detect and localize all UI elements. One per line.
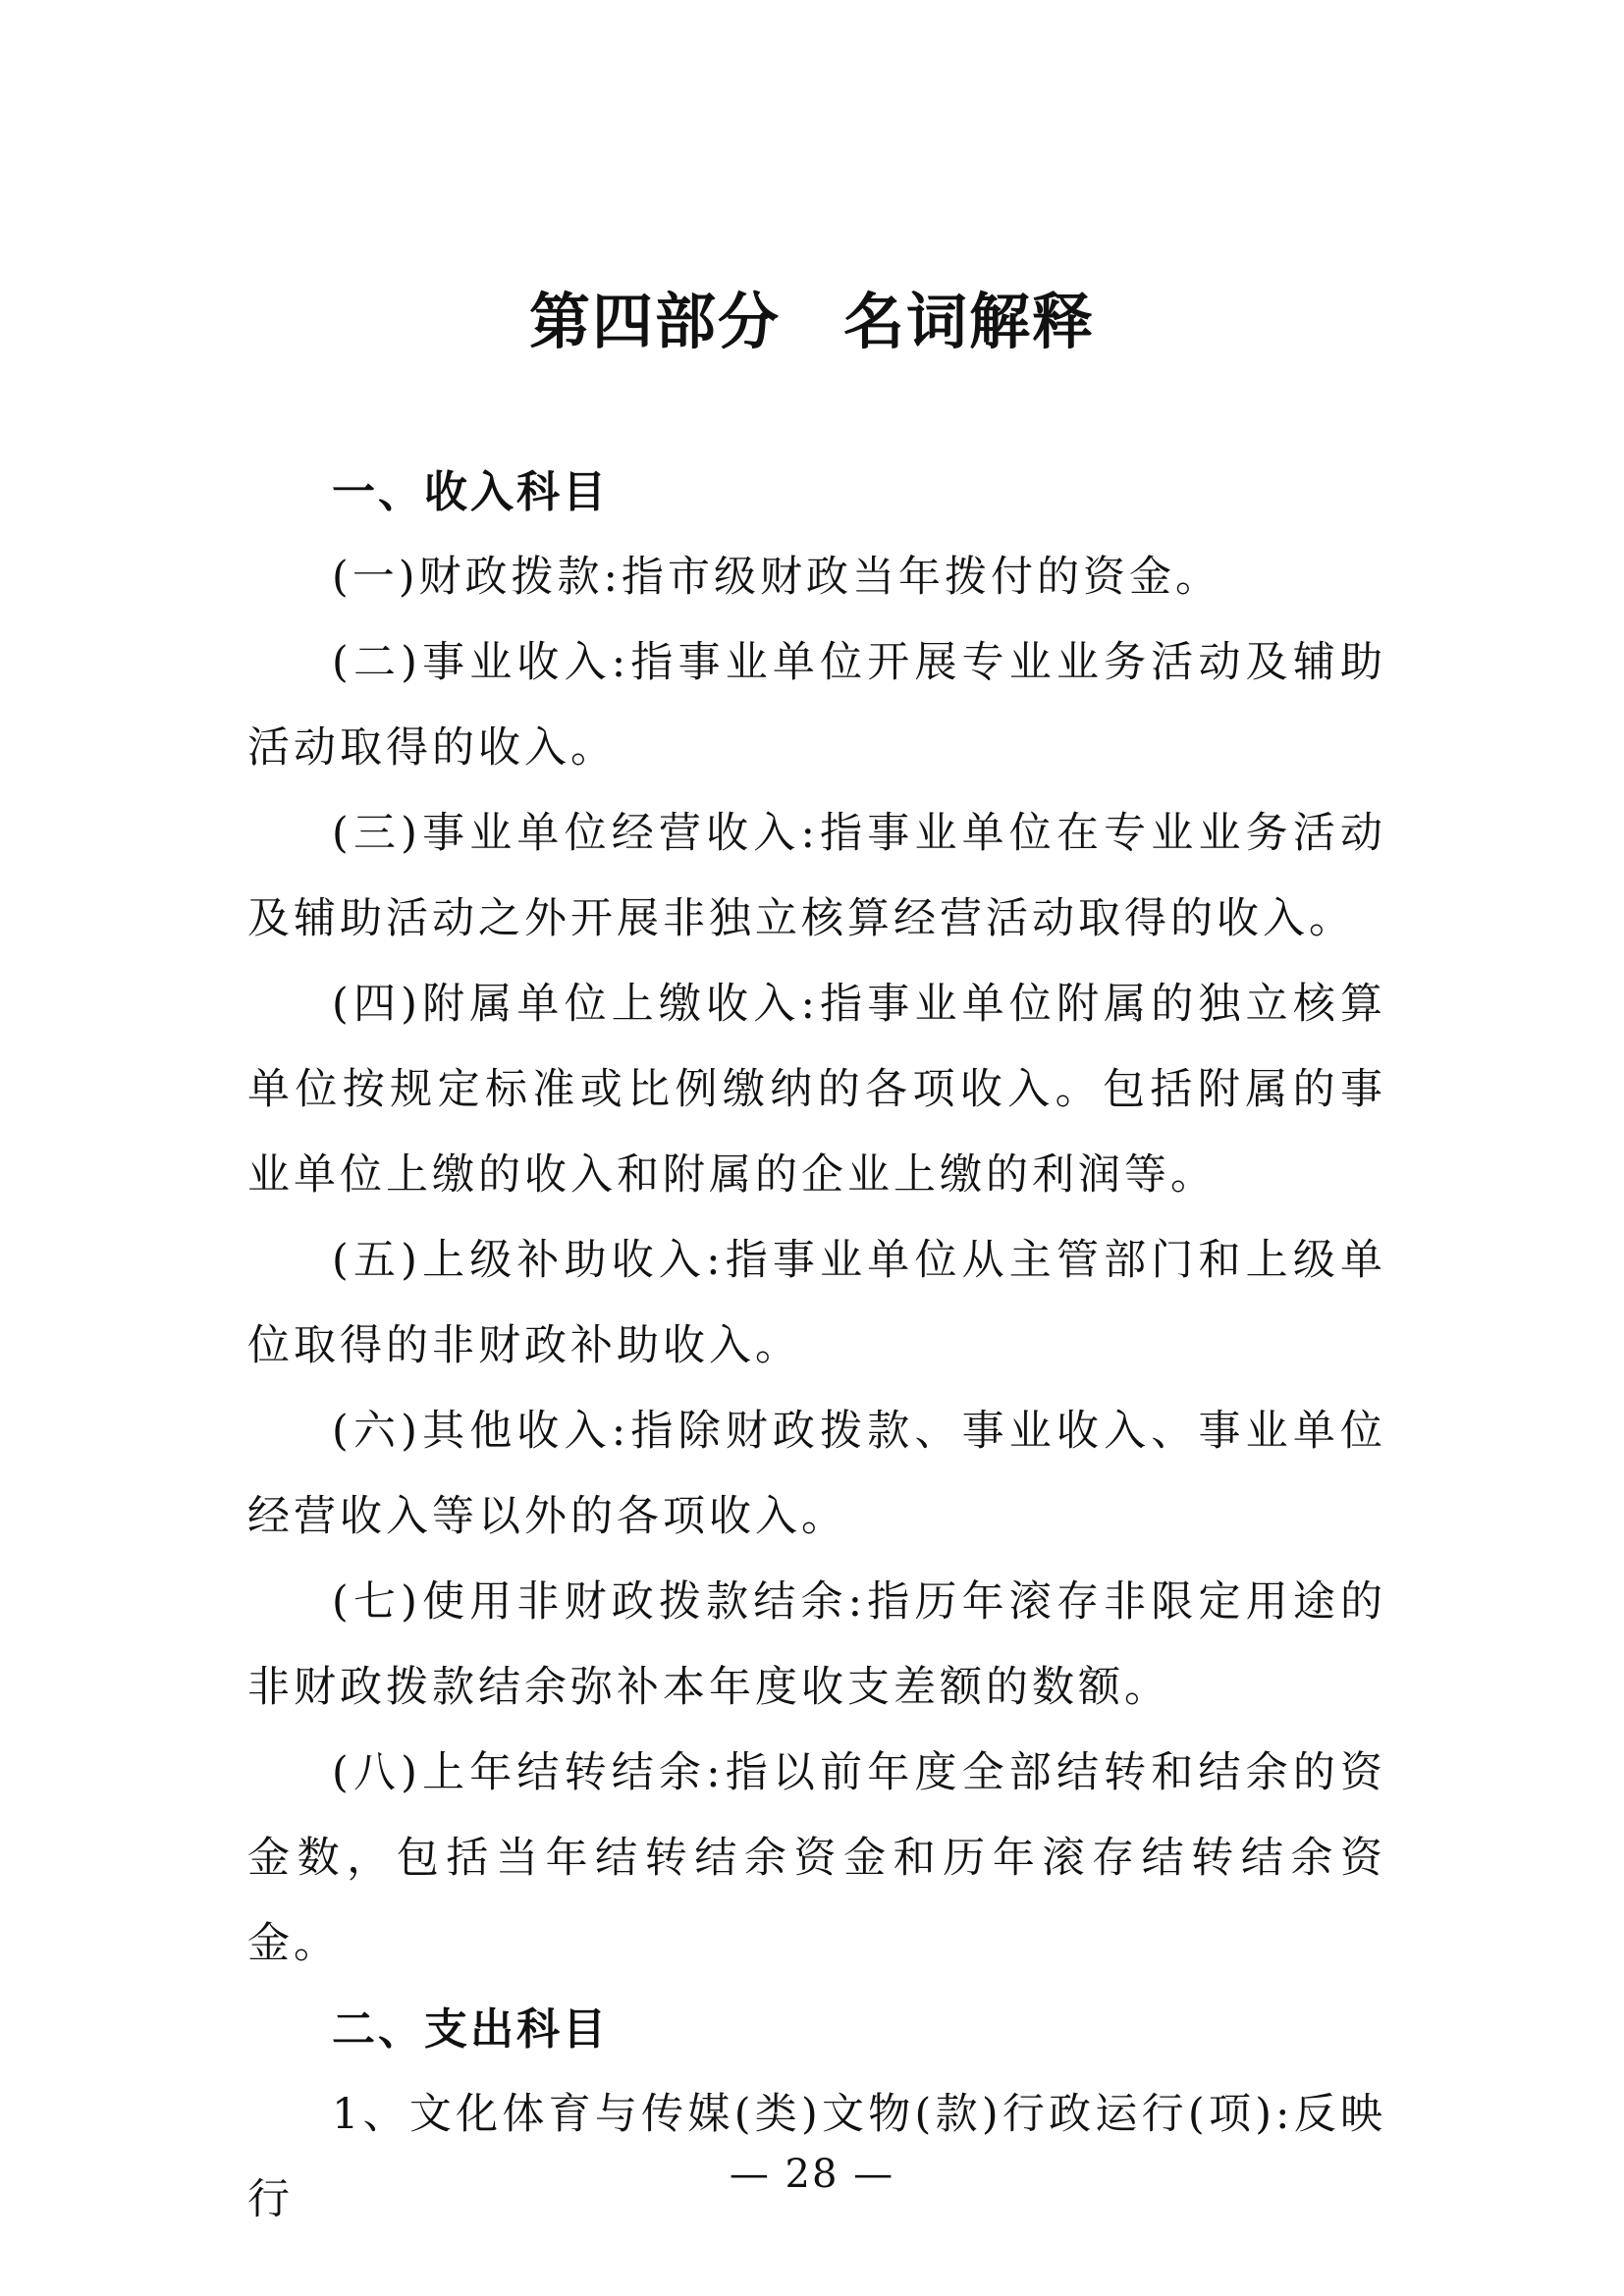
paragraph-income-8: (八)上年结转结余:指以前年度全部结转和结余的资金数，包括当年结转结余资金和历年滚存结转结余资金。 [247, 1748, 1386, 1968]
paragraph-income-5: (五)上级补助收入:指事业单位从主管部门和上级单位取得的非财政补助收入。 [247, 1236, 1386, 1370]
paragraph-expenditure-1: 1、文化体育与传媒(类)文物(款)行政运行(项):反映行 [247, 2090, 1386, 2224]
paragraph-income-1: (一)财政拨款:指市级财政当年拨付的资金。 [332, 553, 1222, 602]
paragraph-income-6: (六)其他收入:指除财政拨款、事业收入、事业单位经营收入等以外的各项收入。 [247, 1407, 1386, 1541]
paragraph-income-7: (七)使用非财政拨款结余:指历年滚存非限定用途的非财政拨款结余弥补本年度收支差额的数额。 [247, 1577, 1386, 1712]
paragraph-income-2: (二)事业收入:指事业单位开展专业业务活动及辅助活动取得的收入。 [247, 638, 1386, 773]
document-body [247, 450, 1386, 2243]
page-number: — 28 — [729, 2152, 895, 2197]
paragraph-income-3: (三)事业单位经营收入:指事业单位在专业业务活动及辅助活动之外开展非独立核算经营活动取得的收入。 [247, 809, 1386, 943]
section-heading-expenditure: 二、支出科目 [332, 2004, 609, 2055]
paragraph-income-4: (四)附属单位上缴收入:指事业单位附属的独立核算单位按规定标准或比例缴纳的各项收入。包括附属的事业单位上缴的收入和附属的企业上缴的利润等。 [247, 980, 1386, 1200]
section-heading-income: 一、收入科目 [332, 467, 609, 517]
page-title: 第四部分 名词解释 [528, 286, 1095, 357]
